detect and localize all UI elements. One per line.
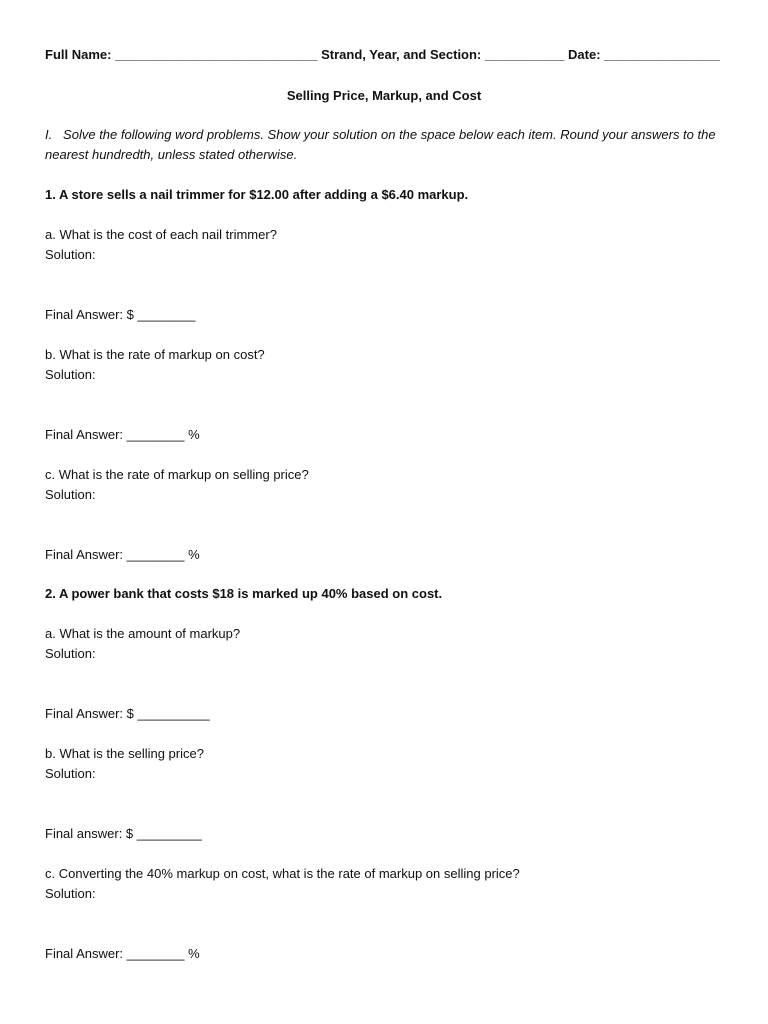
- problem-1a-solution-label: Solution:: [45, 247, 96, 262]
- header-fields: Full Name: ____________________________ Strand, Year, and Section: ___________ Date: ________________: [45, 47, 720, 62]
- problem-1c-final-answer: Final Answer: ________ %: [45, 547, 200, 562]
- problem-1a-question: a. What is the cost of each nail trimmer?: [45, 227, 277, 242]
- problem-1a-final-answer: Final Answer: $ ________: [45, 307, 196, 322]
- problem-2-prompt: 2. A power bank that costs $18 is marked up 40% based on cost.: [45, 586, 443, 601]
- problem-2c-final-answer: Final Answer: ________ %: [45, 946, 200, 961]
- problem-1b-solution-label: Solution:: [45, 367, 96, 382]
- problem-1b-final-answer: Final Answer: ________ %: [45, 427, 200, 442]
- problem-2a-final-answer: Final Answer: $ __________: [45, 706, 210, 721]
- worksheet-title: Selling Price, Markup, and Cost: [286, 88, 482, 103]
- problem-2a-solution-label: Solution:: [45, 646, 96, 661]
- problem-2a-question: a. What is the amount of markup?: [45, 626, 241, 641]
- instructions-line-1: I. Solve the following word problems. Show your solution on the space below each item. Round your answers to the: [45, 127, 716, 142]
- problem-1c-solution-label: Solution:: [45, 487, 96, 502]
- problem-1c-question: c. What is the rate of markup on selling price?: [45, 467, 309, 482]
- problem-1b-question: b. What is the rate of markup on cost?: [45, 347, 265, 362]
- instructions-line-2: nearest hundredth, unless stated otherwise.: [45, 147, 298, 162]
- problem-2c-question: c. Converting the 40% markup on cost, what is the rate of markup on selling price?: [45, 866, 520, 881]
- problem-2b-final-answer: Final answer: $ _________: [45, 826, 202, 841]
- problem-2b-question: b. What is the selling price?: [45, 746, 204, 761]
- problem-1-prompt: 1. A store sells a nail trimmer for $12.00 after adding a $6.40 markup.: [45, 187, 469, 202]
- problem-2b-solution-label: Solution:: [45, 766, 96, 781]
- problem-2c-solution-label: Solution:: [45, 886, 96, 901]
